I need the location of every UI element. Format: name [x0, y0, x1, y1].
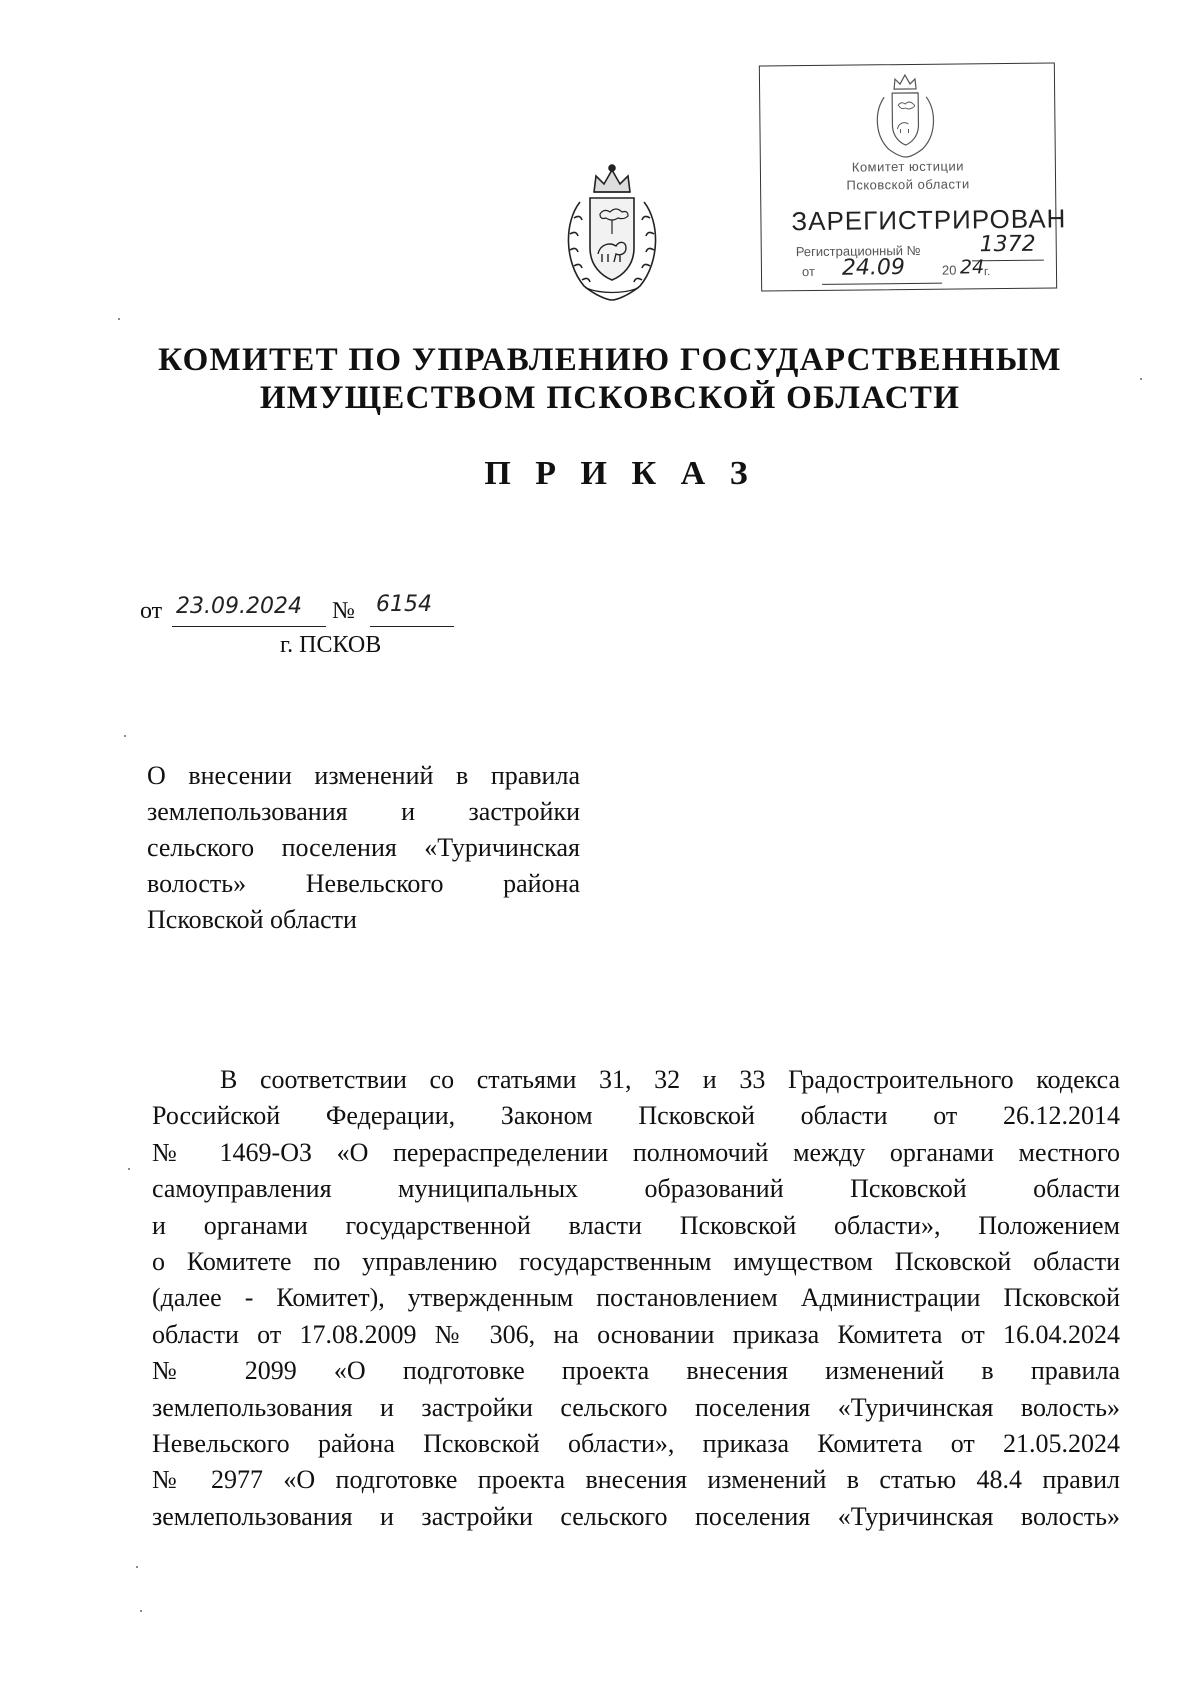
stamp-from-label: от [801, 263, 815, 280]
scan-speck [1140, 378, 1142, 380]
body-line: (далее - Комитет), утвержденным постановлением Администрации Псковской [152, 1283, 1120, 1313]
organization-title-line1: КОМИТЕТ ПО УПРАВЛЕНИЮ ГОСУДАРСТВЕННЫМ [158, 342, 1062, 378]
document-type: П Р И К А З [484, 455, 756, 492]
organization-title-line2: ИМУЩЕСТВОМ ПСКОВСКОЙ ОБЛАСТИ [259, 380, 961, 416]
stamp-registration-date: 24.09 [841, 255, 906, 281]
city: г. ПСКОВ [280, 632, 382, 658]
scan-speck [136, 1566, 138, 1568]
body-line: Невельского района Псковской области», приказа Комитета от 21.05.2024 [152, 1428, 1120, 1458]
scan-speck [118, 318, 120, 320]
stamp-year-handwritten: 24 [959, 256, 985, 279]
stamp-registration-label: Регистрационный № [795, 242, 921, 260]
number-underline [370, 626, 454, 627]
scan-speck [128, 1168, 130, 1170]
body-line: № 2099 «О подготовке проекта внесения изменений в правила [152, 1356, 1120, 1386]
document-date: 23.09.2024 [176, 594, 302, 619]
document-subject [147, 758, 580, 938]
document-body [152, 1062, 1120, 1535]
scan-speck [124, 735, 126, 737]
stamp-organization-line2: Псковской области [846, 176, 970, 193]
document-number: 6154 [376, 592, 432, 617]
subject-line: землепользования и застройки [147, 797, 580, 826]
stamp-organization-line1: Комитет юстиции [851, 158, 965, 175]
body-line: землепользования и застройки сельского поселения «Туричинская волость» [152, 1501, 1120, 1531]
body-line: землепользования и застройки сельского поселения «Туричинская волость» [152, 1392, 1120, 1422]
body-line: о Комитете по управлению государственным имуществом Псковской области [152, 1246, 1120, 1276]
registration-stamp [759, 62, 1067, 291]
body-line: Российской Федерации, Законом Псковской области от 26.12.2014 [152, 1101, 1120, 1131]
body-line: самоуправления муниципальных образований Псковской области [152, 1174, 1120, 1204]
stamp-year-prefix: 20 [941, 262, 957, 278]
stamp-registration-number: 1372 [979, 231, 1036, 258]
number-label: № [332, 598, 355, 624]
date-label: от [140, 598, 163, 624]
subject-line: сельского поселения «Туричинская [147, 833, 580, 862]
stamp-coat-of-arms-icon [872, 71, 939, 160]
subject-line: Псковской области [147, 905, 357, 934]
coat-of-arms-icon [560, 162, 664, 302]
stamp-status: ЗАРЕГИСТРИРОВАН [791, 203, 1067, 237]
stamp-date-underline [822, 283, 942, 285]
body-line: и органами государственной власти Псковской области», Положением [152, 1210, 1120, 1240]
scan-speck [140, 1610, 142, 1612]
stamp-year-suffix: г. [983, 264, 991, 279]
subject-line: О внесении изменений в правила [147, 761, 580, 790]
subject-line: волость» Невельского района [147, 869, 580, 898]
date-underline [172, 626, 326, 627]
body-line: № 2977 «О подготовке проекта внесения изменений в статью 48.4 правил [152, 1465, 1120, 1495]
body-line: В соответствии со статьями 31, 32 и 33 Градостроительного кодекса [220, 1065, 1120, 1094]
body-line: № 1469-ОЗ «О перераспределении полномочий между органами местного [152, 1137, 1120, 1167]
body-line: области от 17.08.2009 № 306, на основании приказа Комитета от 16.04.2024 [152, 1319, 1120, 1349]
